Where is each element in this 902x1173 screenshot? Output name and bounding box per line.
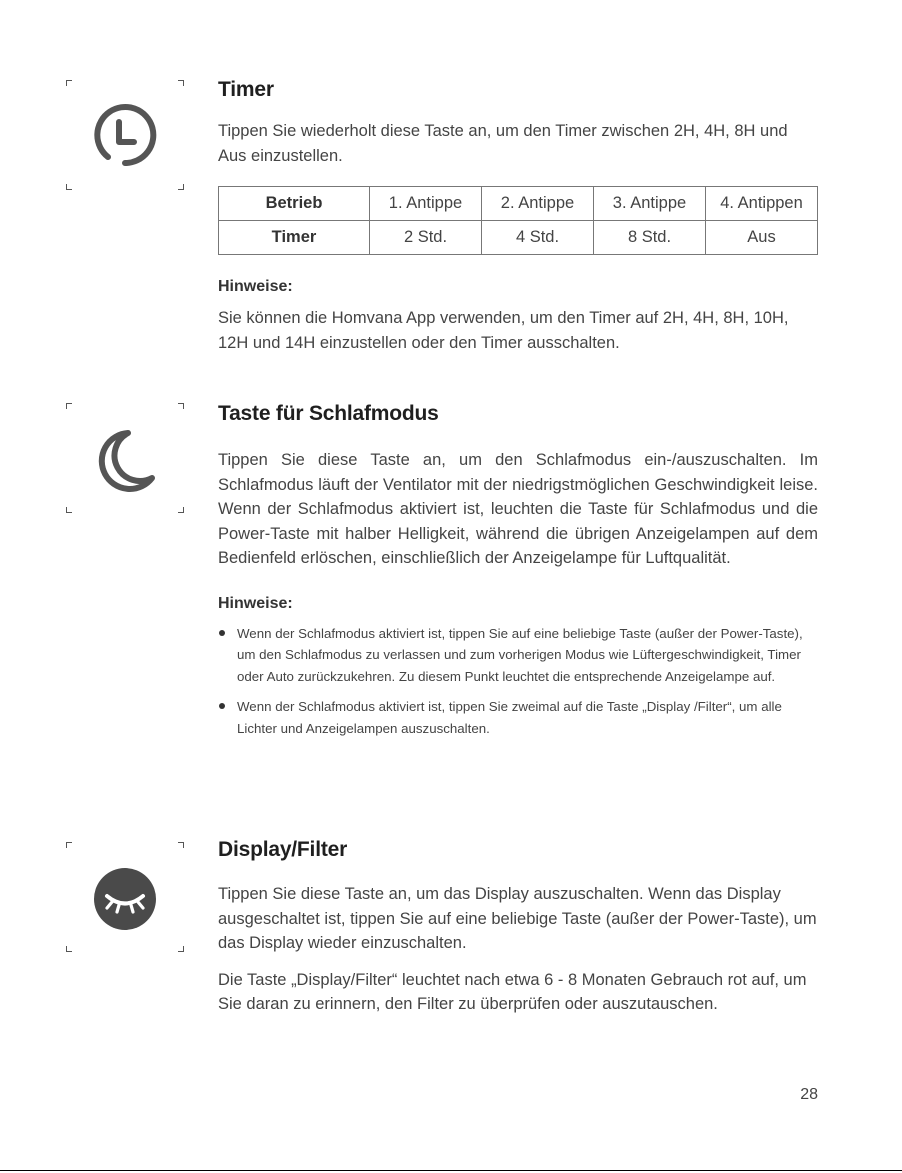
table-cell: 1. Antippe xyxy=(370,187,482,221)
list-item xyxy=(218,623,818,688)
sleep-hint-title: Hinweise: xyxy=(218,594,293,612)
table-row xyxy=(219,221,818,255)
sleep-section xyxy=(218,402,818,748)
moon-icon xyxy=(88,423,162,497)
table-cell: 4 Std. xyxy=(482,221,594,255)
bottom-rule xyxy=(0,1170,902,1171)
note-text: Wenn der Schlafmodus aktiviert ist, tippen Sie auf eine beliebige Taste (außer der Power-Taste), um den Schlafmodus zu verlassen und zum vorherigen Modus wie Lüftergeschwindigkeit, Timer oder Auto zurückzukehren. Zu diesem Punkt leuchtet die entsprechende Anzeigelampe auf. xyxy=(237,625,803,684)
table-cell: 2 Std. xyxy=(370,221,482,255)
display-section xyxy=(218,838,818,1017)
sleep-icon-frame xyxy=(66,403,184,513)
note-text: Wenn der Schlafmodus aktiviert ist, tippen Sie zweimal auf die Taste „Display /Filter“, um alle Lichter und Anzeigelampen auszuschalten. xyxy=(237,699,782,736)
list-item xyxy=(218,696,818,739)
timer-hint-title: Hinweise: xyxy=(218,278,293,295)
clock-icon xyxy=(88,100,162,174)
table-row-label: Timer xyxy=(219,221,370,255)
bullet-icon xyxy=(219,703,225,709)
timer-title: Timer xyxy=(218,78,274,101)
display-text-2: Die Taste „Display/Filter“ leuchtet nach etwa 6 - 8 Monaten Gebrauch rot auf, um Sie daran zu erinnern, den Filter zu überprüfen oder auszutauschen. xyxy=(218,970,807,1013)
table-cell: Aus xyxy=(706,221,818,255)
page-number: 28 xyxy=(800,1086,818,1103)
table-cell: 2. Antippe xyxy=(482,187,594,221)
sleep-title: Taste für Schlafmodus xyxy=(218,402,439,425)
table-cell: 4. Antippen xyxy=(706,187,818,221)
timer-section xyxy=(218,78,818,168)
table-cell: 3. Antippe xyxy=(594,187,706,221)
bullet-icon xyxy=(219,630,225,636)
timer-hint-text: Sie können die Homvana App verwenden, um den Timer auf 2H, 4H, 8H, 10H, 12H und 14H einzustellen oder den Timer ausschalten. xyxy=(218,309,789,352)
sleep-notes xyxy=(218,623,818,740)
table-row xyxy=(219,187,818,221)
display-text-1: Tippen Sie diese Taste an, um das Display auszuschalten. Wenn das Display ausgeschaltet ist, tippen Sie auf eine beliebige Taste (außer der Power-Taste), um das Display wieder einzuschalten. xyxy=(218,885,817,952)
sleep-text: Tippen Sie diese Taste an, um den Schlafmodus ein-/auszuschalten. Im Schlafmodus läuft der Ventilator mit der niedrigstmöglichen Geschwindigkeit leise. Wenn der Schlafmodus aktiviert ist, leuchten die Taste für Schlafmodus und die Power-Taste mit halber Helligkeit, während die übrigen Anzeigelampen auf dem Bedienfeld erlöschen, einschließlich der Anzeigelampe für Luftqualität. xyxy=(218,451,818,567)
timer-intro: Tippen Sie wiederholt diese Taste an, um den Timer zwischen 2H, 4H, 8H und Aus einzustellen. xyxy=(218,122,788,165)
timer-table xyxy=(218,186,818,255)
table-cell: 8 Std. xyxy=(594,221,706,255)
display-icon-frame xyxy=(66,842,184,952)
table-header-label: Betrieb xyxy=(219,187,370,221)
timer-icon-frame xyxy=(66,80,184,190)
closed-eye-icon xyxy=(88,862,162,936)
display-title: Display/Filter xyxy=(218,838,348,861)
timer-hints xyxy=(218,278,818,355)
